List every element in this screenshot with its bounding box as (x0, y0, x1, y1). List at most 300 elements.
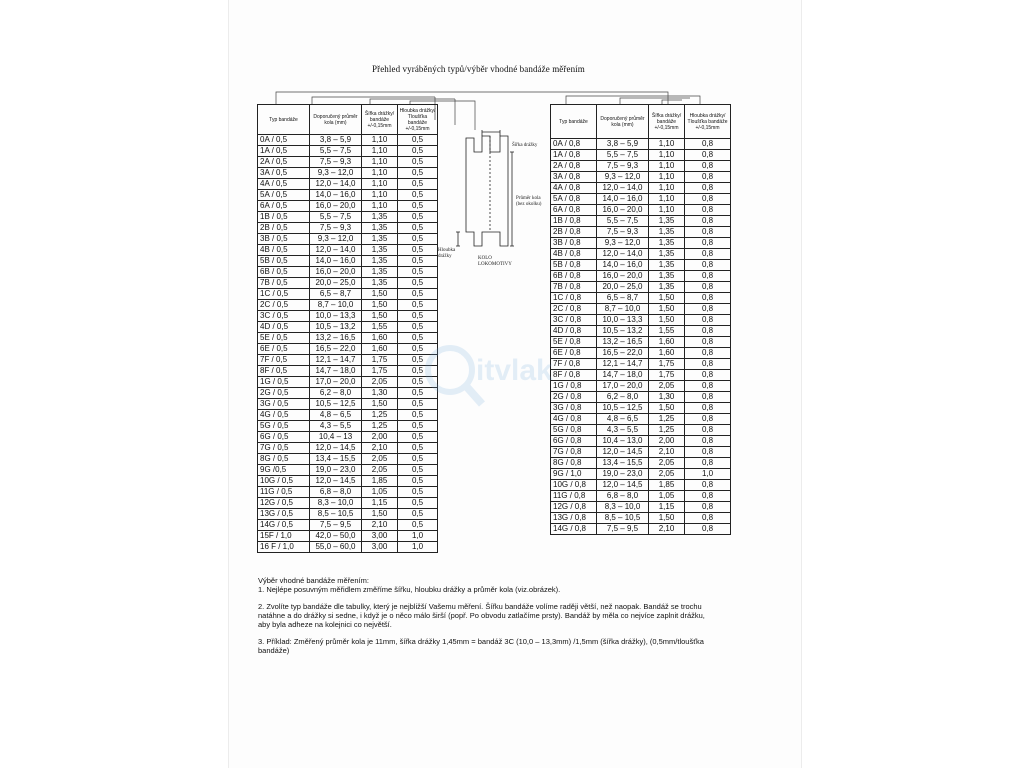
cell-diameter: 4,3 – 5,5 (597, 425, 649, 436)
cell-diameter: 7,5 – 9,3 (597, 161, 649, 172)
cell-type: 1A / 0,5 (258, 146, 310, 157)
table-row (551, 183, 731, 194)
table-row (258, 311, 438, 322)
cell-depth: 0,5 (398, 410, 438, 421)
bandage-table-0-8 (550, 104, 731, 535)
cell-type: 6B / 0,5 (258, 267, 310, 278)
cell-diameter: 14,0 – 16,0 (597, 194, 649, 205)
cell-width: 1,75 (649, 359, 685, 370)
table-row (551, 293, 731, 304)
cell-depth: 0,8 (685, 139, 731, 150)
cell-type: 3B / 0,5 (258, 234, 310, 245)
cell-type: 8F / 0,5 (258, 366, 310, 377)
table-row (551, 260, 731, 271)
cell-diameter: 4,3 – 5,5 (310, 421, 362, 432)
cell-width: 1,10 (649, 150, 685, 161)
cell-diameter: 13,4 – 15,5 (310, 454, 362, 465)
table-row (551, 447, 731, 458)
cell-type: 10G / 0,8 (551, 480, 597, 491)
cell-width: 1,25 (362, 421, 398, 432)
cell-width: 1,10 (362, 179, 398, 190)
cell-width: 1,50 (362, 509, 398, 520)
cell-type: 4B / 0,5 (258, 245, 310, 256)
table-row (258, 212, 438, 223)
cell-width: 1,10 (362, 157, 398, 168)
cell-depth: 0,8 (685, 249, 731, 260)
cell-depth: 0,8 (685, 260, 731, 271)
col-header-depth: Hloubka drážky/ Tloušťka bandáže +/-0,15mm (685, 105, 731, 139)
cell-diameter: 9,3 – 12,0 (310, 168, 362, 179)
cell-type: 7G / 0,8 (551, 447, 597, 458)
cell-diameter: 8,7 – 10,0 (597, 304, 649, 315)
cell-depth: 0,5 (398, 333, 438, 344)
cell-width: 1,10 (649, 205, 685, 216)
cell-depth: 0,5 (398, 344, 438, 355)
cell-type: 14G / 0,8 (551, 524, 597, 535)
cell-type: 1A / 0,8 (551, 150, 597, 161)
table-row (551, 227, 731, 238)
table-body (551, 139, 731, 535)
cell-type: 6A / 0,5 (258, 201, 310, 212)
cell-depth: 0,5 (398, 377, 438, 388)
cell-depth: 0,8 (685, 150, 731, 161)
cell-width: 1,35 (362, 278, 398, 289)
cell-depth: 0,5 (398, 278, 438, 289)
bandage-table-0-5 (257, 104, 438, 553)
table-row (258, 190, 438, 201)
cell-diameter: 16,0 – 20,0 (310, 267, 362, 278)
cell-depth: 0,8 (685, 161, 731, 172)
cell-diameter: 13,2 – 16,5 (310, 333, 362, 344)
cell-diameter: 3,8 – 5,9 (310, 135, 362, 146)
cell-depth: 0,8 (685, 359, 731, 370)
cell-type: 11G / 0,5 (258, 487, 310, 498)
cell-depth: 0,5 (398, 245, 438, 256)
cell-depth: 0,5 (398, 366, 438, 377)
cell-width: 1,25 (649, 425, 685, 436)
cell-depth: 1,0 (685, 469, 731, 480)
cell-depth: 0,5 (398, 267, 438, 278)
cell-type: 14G / 0,5 (258, 520, 310, 531)
label-wheel-diameter: Průměr kola (bez okolku) (516, 196, 542, 207)
cell-width: 1,50 (649, 293, 685, 304)
cell-width: 1,50 (649, 403, 685, 414)
cell-width: 1,35 (362, 267, 398, 278)
cell-diameter: 4,8 – 6,5 (597, 414, 649, 425)
cell-width: 1,85 (649, 480, 685, 491)
cell-depth: 0,5 (398, 399, 438, 410)
cell-type: 5E / 0,5 (258, 333, 310, 344)
cell-type: 6E / 0,8 (551, 348, 597, 359)
cell-diameter: 14,0 – 16,0 (597, 260, 649, 271)
cell-type: 4D / 0,5 (258, 322, 310, 333)
cell-depth: 0,8 (685, 271, 731, 282)
cell-depth: 0,8 (685, 205, 731, 216)
cell-depth: 0,8 (685, 502, 731, 513)
cell-type: 16 F / 1,0 (258, 542, 310, 553)
cell-diameter: 5,5 – 7,5 (597, 150, 649, 161)
table-row (551, 337, 731, 348)
table-row (551, 381, 731, 392)
cell-type: 5G / 0,8 (551, 425, 597, 436)
cell-width: 2,10 (362, 443, 398, 454)
cell-type: 8G / 0,8 (551, 458, 597, 469)
table-row (551, 326, 731, 337)
cell-depth: 0,8 (685, 315, 731, 326)
cell-type: 2A / 0,5 (258, 157, 310, 168)
cell-diameter: 8,3 – 10,0 (597, 502, 649, 513)
col-header-diameter: Doporučený průměr kola (mm) (310, 105, 362, 135)
cell-width: 2,05 (649, 381, 685, 392)
cell-type: 4B / 0,8 (551, 249, 597, 260)
table-row (551, 194, 731, 205)
cell-width: 1,10 (649, 139, 685, 150)
cell-type: 5A / 0,8 (551, 194, 597, 205)
cell-width: 1,85 (362, 476, 398, 487)
cell-diameter: 9,3 – 12,0 (597, 238, 649, 249)
cell-width: 1,10 (362, 168, 398, 179)
cell-type: 0A / 0,5 (258, 135, 310, 146)
cell-depth: 0,5 (398, 465, 438, 476)
table-row (258, 454, 438, 465)
cell-depth: 0,8 (685, 436, 731, 447)
cell-depth: 0,5 (398, 146, 438, 157)
cell-depth: 0,8 (685, 524, 731, 535)
cell-type: 3A / 0,8 (551, 172, 597, 183)
cell-depth: 0,5 (398, 322, 438, 333)
cell-width: 1,50 (362, 311, 398, 322)
cell-type: 7G / 0,5 (258, 443, 310, 454)
table-row (258, 157, 438, 168)
cell-depth: 0,8 (685, 458, 731, 469)
table-row (551, 282, 731, 293)
cell-type: 5B / 0,5 (258, 256, 310, 267)
cell-type: 1C / 0,5 (258, 289, 310, 300)
cell-depth: 0,5 (398, 212, 438, 223)
cell-type: 4G / 0,5 (258, 410, 310, 421)
cell-diameter: 13,4 – 15,5 (597, 458, 649, 469)
cell-diameter: 14,7 – 18,0 (597, 370, 649, 381)
watermark-text: itvlak (476, 354, 553, 387)
cell-diameter: 13,2 – 16,5 (597, 337, 649, 348)
cell-type: 5B / 0,8 (551, 260, 597, 271)
col-header-diameter: Doporučený průměr kola (mm) (597, 105, 649, 139)
cell-diameter: 6,2 – 8,0 (310, 388, 362, 399)
table-row (551, 436, 731, 447)
cell-width: 1,30 (649, 392, 685, 403)
cell-diameter: 17,0 – 20,0 (597, 381, 649, 392)
cell-diameter: 10,0 – 13,3 (597, 315, 649, 326)
cell-depth: 0,5 (398, 201, 438, 212)
table-row (551, 513, 731, 524)
cell-type: 2G / 0,8 (551, 392, 597, 403)
cell-diameter: 16,0 – 20,0 (310, 201, 362, 212)
cell-width: 1,35 (649, 216, 685, 227)
cell-depth: 0,5 (398, 498, 438, 509)
cell-depth: 0,8 (685, 348, 731, 359)
cell-width: 1,05 (649, 491, 685, 502)
table-row (551, 359, 731, 370)
cell-diameter: 7,5 – 9,3 (597, 227, 649, 238)
cell-width: 1,50 (649, 315, 685, 326)
cell-width: 2,05 (649, 469, 685, 480)
cell-diameter: 5,5 – 7,5 (597, 216, 649, 227)
table-row (258, 135, 438, 146)
cell-diameter: 7,5 – 9,3 (310, 223, 362, 234)
cell-type: 13G / 0,8 (551, 513, 597, 524)
cell-type: 12G / 0,8 (551, 502, 597, 513)
table-row (551, 458, 731, 469)
cell-type: 2B / 0,8 (551, 227, 597, 238)
cell-type: 7B / 0,8 (551, 282, 597, 293)
cell-depth: 0,8 (685, 370, 731, 381)
cell-depth: 0,5 (398, 289, 438, 300)
cell-width: 3,00 (362, 531, 398, 542)
table-row (258, 531, 438, 542)
table-row (258, 146, 438, 157)
cell-width: 1,10 (362, 146, 398, 157)
cell-diameter: 10,4 – 13,0 (597, 436, 649, 447)
cell-type: 8G / 0,5 (258, 454, 310, 465)
cell-diameter: 10,4 – 13 (310, 432, 362, 443)
cell-width: 1,15 (362, 498, 398, 509)
cell-type: 1B / 0,8 (551, 216, 597, 227)
table-row (551, 216, 731, 227)
cell-width: 1,35 (649, 227, 685, 238)
cell-type: 2A / 0,8 (551, 161, 597, 172)
cell-width: 1,35 (649, 249, 685, 260)
table-row (551, 469, 731, 480)
cell-depth: 0,8 (685, 403, 731, 414)
cell-diameter: 10,5 – 12,5 (310, 399, 362, 410)
cell-width: 2,10 (362, 520, 398, 531)
table-row (551, 315, 731, 326)
cell-type: 1G / 0,8 (551, 381, 597, 392)
cell-diameter: 6,8 – 8,0 (310, 487, 362, 498)
cell-width: 2,10 (649, 447, 685, 458)
cell-depth: 0,8 (685, 227, 731, 238)
cell-width: 1,75 (649, 370, 685, 381)
table-row (258, 278, 438, 289)
cell-type: 3B / 0,8 (551, 238, 597, 249)
cell-depth: 0,5 (398, 520, 438, 531)
cell-width: 1,30 (362, 388, 398, 399)
table-row (258, 179, 438, 190)
cell-width: 1,50 (362, 289, 398, 300)
cell-diameter: 7,5 – 9,3 (310, 157, 362, 168)
label-groove-width: Šířka drážky (512, 143, 538, 148)
cell-type: 5A / 0,5 (258, 190, 310, 201)
cell-width: 1,35 (649, 238, 685, 249)
cell-diameter: 14,7 – 18,0 (310, 366, 362, 377)
table-row (551, 370, 731, 381)
table-row (258, 322, 438, 333)
cell-type: 4A / 0,8 (551, 183, 597, 194)
table-row (551, 502, 731, 513)
instructions (258, 576, 718, 663)
cell-type: 6A / 0,8 (551, 205, 597, 216)
cell-width: 1,60 (362, 344, 398, 355)
col-header-width: Šířka drážky/ bandáže +/-0,15mm (362, 105, 398, 135)
instructions-step-3: 3. Příklad: Změřený průměr kola je 11mm, šířka drážky 1,45mm = bandáž 3C (10,0 – 13,3mm) /1,5mm (šířka drážky), (0,5mm/tloušťka bandáže) (258, 637, 704, 655)
cell-type: 6B / 0,8 (551, 271, 597, 282)
cell-diameter: 20,0 – 25,0 (597, 282, 649, 293)
cell-diameter: 19,0 – 23,0 (597, 469, 649, 480)
cell-type: 4A / 0,5 (258, 179, 310, 190)
cell-diameter: 10,0 – 13,3 (310, 311, 362, 322)
cell-diameter: 16,0 – 20,0 (597, 271, 649, 282)
cell-width: 1,10 (649, 161, 685, 172)
table-row (258, 201, 438, 212)
table-row (258, 487, 438, 498)
cell-diameter: 12,0 – 14,5 (310, 443, 362, 454)
cell-type: 4G / 0,8 (551, 414, 597, 425)
watermark-logo (410, 340, 570, 420)
table-row (258, 443, 438, 454)
table-row (551, 480, 731, 491)
table-row (551, 150, 731, 161)
cell-type: 3C / 0,5 (258, 311, 310, 322)
cell-depth: 0,5 (398, 454, 438, 465)
cell-type: 12G / 0,5 (258, 498, 310, 509)
cell-depth: 0,5 (398, 300, 438, 311)
cell-depth: 0,8 (685, 238, 731, 249)
table-row (551, 161, 731, 172)
cell-depth: 0,8 (685, 293, 731, 304)
cell-diameter: 4,8 – 6,5 (310, 410, 362, 421)
cell-width: 2,00 (649, 436, 685, 447)
cell-width: 2,10 (649, 524, 685, 535)
cell-depth: 0,5 (398, 135, 438, 146)
cell-type: 5G / 0,5 (258, 421, 310, 432)
cell-width: 1,25 (649, 414, 685, 425)
col-header-width: Šířka drážky/ bandáže +/-0,15mm (649, 105, 685, 139)
table-row (258, 421, 438, 432)
table-row (551, 425, 731, 436)
cell-diameter: 10,5 – 12,5 (597, 403, 649, 414)
cell-width: 1,25 (362, 410, 398, 421)
cell-type: 5E / 0,8 (551, 337, 597, 348)
cell-width: 1,35 (362, 256, 398, 267)
table-row (551, 238, 731, 249)
cell-width: 1,50 (362, 399, 398, 410)
cell-width: 1,55 (649, 326, 685, 337)
instructions-heading: Výběr vhodné bandáže měřením: (258, 576, 369, 585)
col-header-depth: Hloubka drážky/ Tloušťka bandáže +/-0,15mm (398, 105, 438, 135)
table-row (551, 348, 731, 359)
cell-width: 1,75 (362, 355, 398, 366)
cell-width: 2,00 (362, 432, 398, 443)
cell-type: 2C / 0,5 (258, 300, 310, 311)
cell-diameter: 8,5 – 10,5 (310, 509, 362, 520)
cell-depth: 0,5 (398, 256, 438, 267)
cell-width: 1,60 (362, 333, 398, 344)
cell-type: 11G / 0,8 (551, 491, 597, 502)
cell-depth: 0,5 (398, 509, 438, 520)
instructions-step-1: 1. Nejlépe posuvným měřidlem změříme šířku, hloubku drážky a průměr kola (viz.obrázek). (258, 585, 561, 594)
cell-depth: 0,8 (685, 414, 731, 425)
cell-depth: 0,8 (685, 513, 731, 524)
cell-diameter: 3,8 – 5,9 (597, 139, 649, 150)
cell-depth: 0,5 (398, 487, 438, 498)
cell-type: 4D / 0,8 (551, 326, 597, 337)
cell-diameter: 9,3 – 12,0 (310, 234, 362, 245)
label-wheel: KOLO LOKOMOTIVY (478, 256, 512, 267)
cell-width: 1,35 (649, 282, 685, 293)
cell-diameter: 9,3 – 12,0 (597, 172, 649, 183)
table-row (258, 256, 438, 267)
table-row (551, 392, 731, 403)
cell-type: 6E / 0,5 (258, 344, 310, 355)
cell-diameter: 6,5 – 8,7 (597, 293, 649, 304)
cell-diameter: 8,5 – 10,5 (597, 513, 649, 524)
cell-diameter: 19,0 – 23,0 (310, 465, 362, 476)
cell-type: 7F / 0,8 (551, 359, 597, 370)
col-header-type: Typ bandáže (258, 105, 310, 135)
cell-width: 1,10 (649, 194, 685, 205)
table-row (258, 289, 438, 300)
cell-type: 2C / 0,8 (551, 304, 597, 315)
cell-depth: 0,5 (398, 443, 438, 454)
cell-diameter: 12,0 – 14,5 (310, 476, 362, 487)
cell-type: 15F / 1,0 (258, 531, 310, 542)
cell-width: 2,05 (362, 465, 398, 476)
cell-type: 3G / 0,5 (258, 399, 310, 410)
cell-type: 3G / 0,8 (551, 403, 597, 414)
table-row (258, 223, 438, 234)
table-row (551, 271, 731, 282)
table-row (551, 414, 731, 425)
cell-diameter: 12,1 – 14,7 (310, 355, 362, 366)
cell-diameter: 16,5 – 22,0 (597, 348, 649, 359)
cell-diameter: 10,5 – 13,2 (597, 326, 649, 337)
cell-diameter: 17,0 – 20,0 (310, 377, 362, 388)
cell-width: 3,00 (362, 542, 398, 553)
cell-depth: 0,5 (398, 234, 438, 245)
cell-width: 1,75 (362, 366, 398, 377)
cell-type: 0A / 0,8 (551, 139, 597, 150)
cell-diameter: 8,3 – 10,0 (310, 498, 362, 509)
cell-depth: 0,8 (685, 326, 731, 337)
cell-width: 2,05 (362, 454, 398, 465)
cell-depth: 0,8 (685, 216, 731, 227)
cell-depth: 0,5 (398, 311, 438, 322)
cell-diameter: 20,0 – 25,0 (310, 278, 362, 289)
cell-width: 1,10 (649, 172, 685, 183)
cell-width: 1,10 (649, 183, 685, 194)
cell-width: 1,35 (362, 245, 398, 256)
table-row (551, 139, 731, 150)
cell-type: 9G /0,5 (258, 465, 310, 476)
cell-depth: 0,5 (398, 168, 438, 179)
cell-diameter: 7,5 – 9,5 (310, 520, 362, 531)
cell-depth: 0,5 (398, 421, 438, 432)
cell-type: 1C / 0,8 (551, 293, 597, 304)
table-row (258, 234, 438, 245)
cell-depth: 0,5 (398, 355, 438, 366)
cell-diameter: 5,5 – 7,5 (310, 146, 362, 157)
col-header-type: Typ bandáže (551, 105, 597, 139)
cell-width: 1,10 (362, 201, 398, 212)
cell-depth: 0,8 (685, 491, 731, 502)
cell-type: 9G / 1,0 (551, 469, 597, 480)
cell-width: 1,55 (362, 322, 398, 333)
cell-diameter: 55,0 – 60,0 (310, 542, 362, 553)
cell-type: 6G / 0,5 (258, 432, 310, 443)
table-row (551, 524, 731, 535)
table-row (258, 498, 438, 509)
cell-depth: 0,8 (685, 282, 731, 293)
